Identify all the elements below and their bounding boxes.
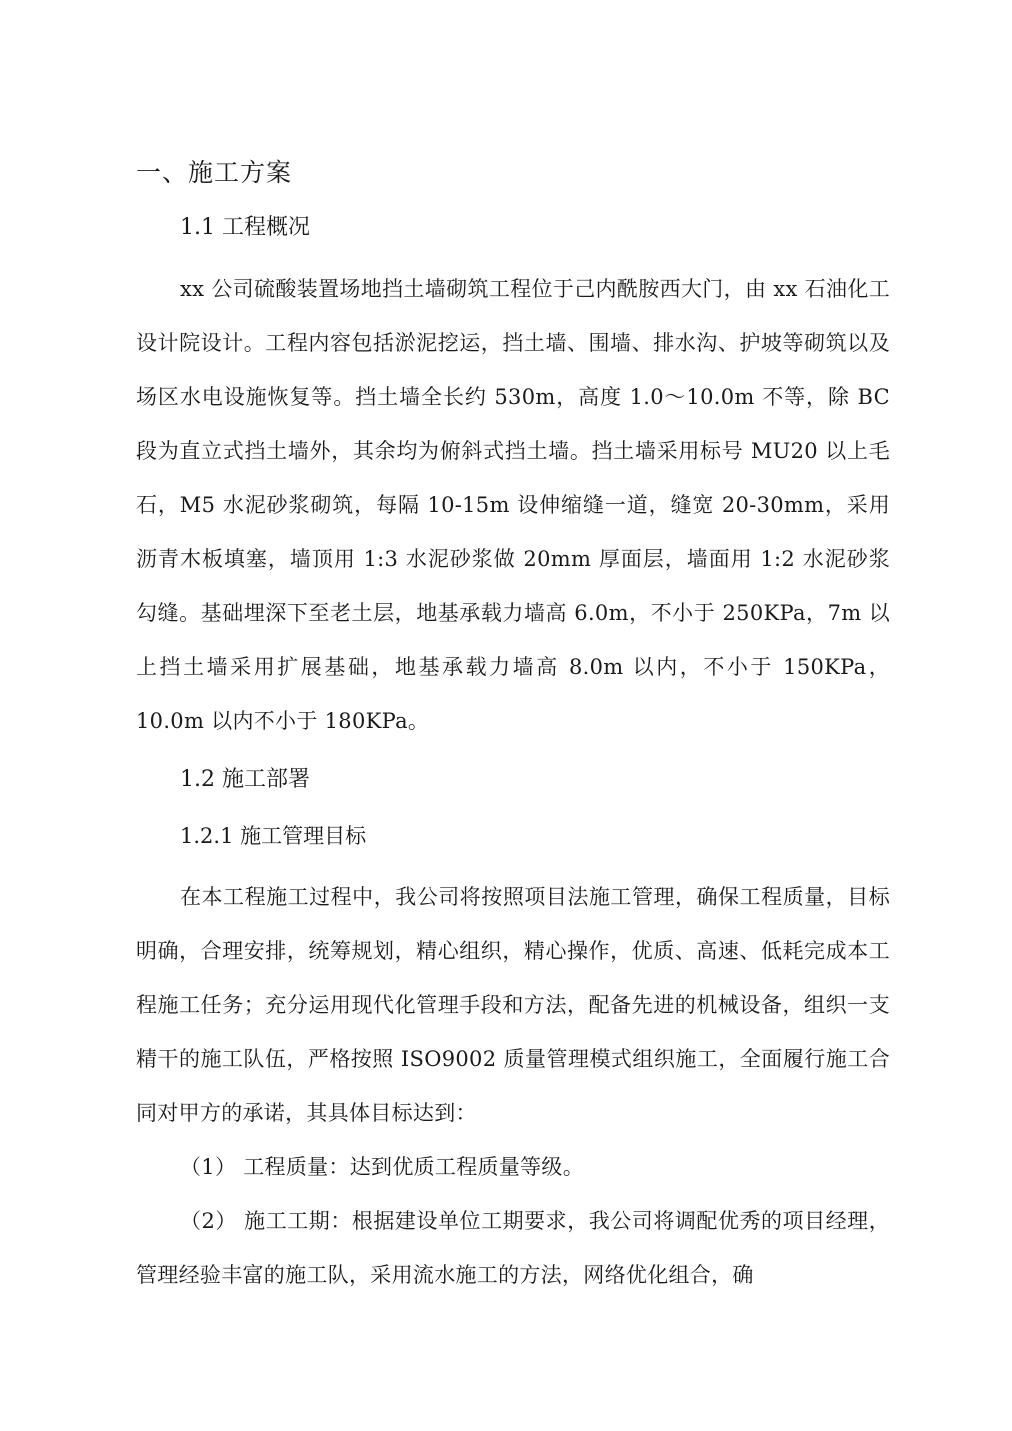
document-body <box>136 150 890 1302</box>
list-item-schedule: （2） 施工工期：根据建设单位工期要求，我公司将调配优秀的项目经理，管理经验丰富的施工队，采用流水施工的方法，网络优化组合，确 <box>136 1209 890 1287</box>
subsection-heading-1-2-1: 1.2.1 施工管理目标 <box>180 824 367 848</box>
project-overview-paragraph: xx 公司硫酸装置场地挡土墙砌筑工程位于己内酰胺西大门，由 xx 石油化工设计院设计。工程内容包括淤泥挖运，挡土墙、围墙、排水沟、护坡等砌筑以及场区水电设施恢复等。挡土墙全长约 530m，高度 1.0～10.0m 不等，除 BC 段为直立式挡土墙外，其余均为俯斜式挡土墙。挡土墙采用标号 MU20 以上毛石，M5 水泥砂浆砌筑，每隔 10-15m 设伸缩缝一道，缝宽 20-30mm，采用沥青木板填塞，墙顶用 1:3 水泥砂浆做 20mm 厚面层，墙面用 1:2 水泥砂浆勾缝。基础埋深下至老土层，地基承载力墙高 6.0m，不小于 250KPa，7m 以上挡土墙采用扩展基础，地基承载力墙高 8.0m 以内，不小于 150KPa，10.0m 以内不小于 180KPa。 <box>136 277 890 733</box>
chapter-heading: 一、施工方案 <box>136 158 293 187</box>
section-heading-1-2: 1.2 施工部署 <box>180 767 310 792</box>
management-goal-paragraph: 在本工程施工过程中，我公司将按照项目法施工管理，确保工程质量，目标明确，合理安排，统筹规划，精心组织，精心操作，优质、高速、低耗完成本工程施工任务；充分运用现代化管理手段和方法，配备先进的机械设备，组织一支精干的施工队伍，严格按照 ISO9002 质量管理模式组织施工，全面履行施工合同对甲方的承诺，其具体目标达到： <box>136 885 890 1125</box>
section-heading-1-1: 1.1 工程概况 <box>180 215 310 240</box>
list-item-quality: （1） 工程质量：达到优质工程质量等级。 <box>180 1155 585 1179</box>
